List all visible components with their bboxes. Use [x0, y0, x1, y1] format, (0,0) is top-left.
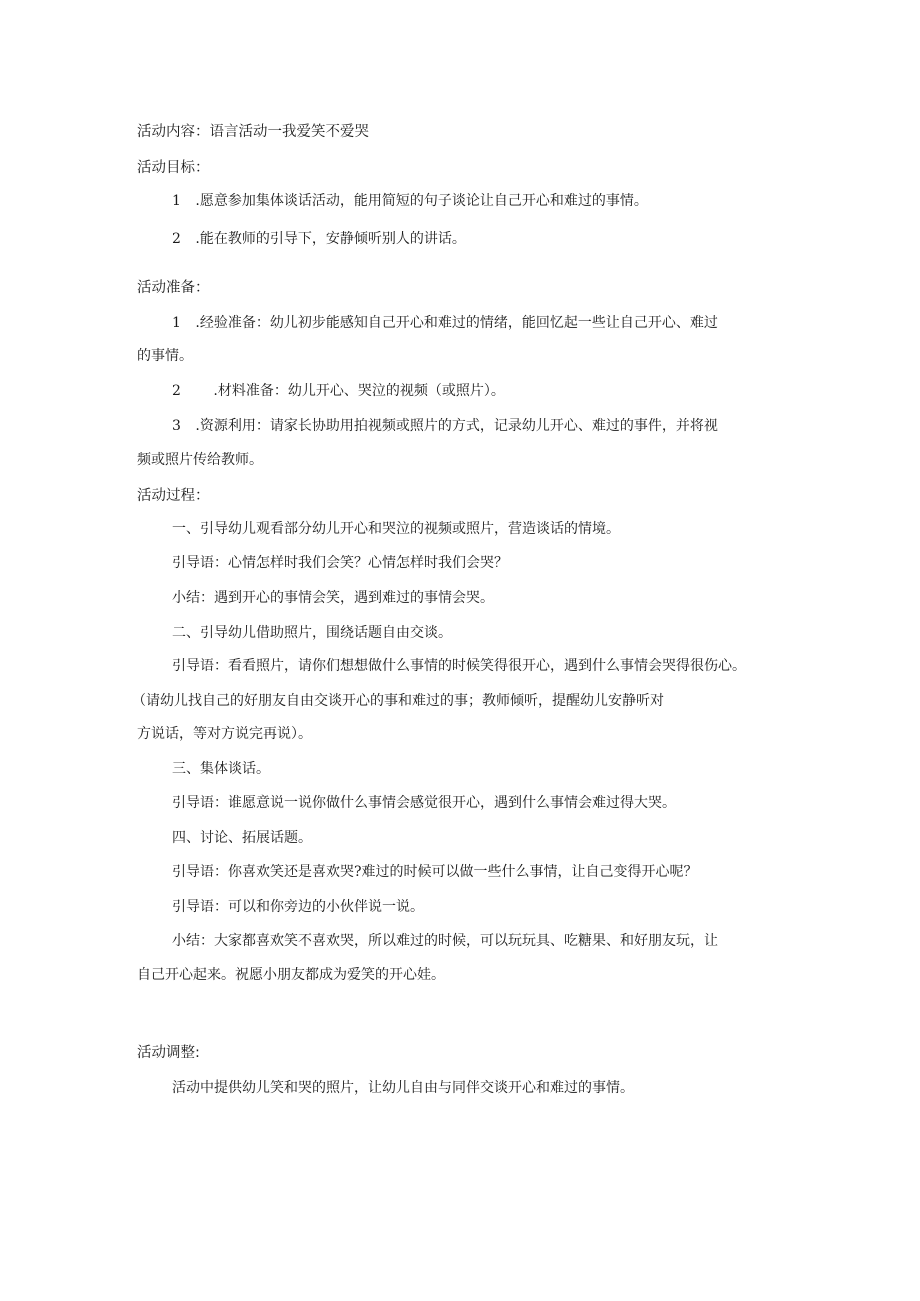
- process-line: 引导语：谁愿意说一说你做什么事情会感觉很开心，遇到什么事情会难过得大哭。: [172, 795, 676, 811]
- content-title: 活动内容：语言活动一我爱笑不爱哭: [137, 124, 369, 140]
- process-line: 小结：遇到开心的事情会笑，遇到难过的事情会哭。: [172, 590, 494, 606]
- prep-text: .资源利用：请家长协助用拍视频或照片的方式，记录幼儿开心、难过的事件，并将视: [195, 418, 718, 434]
- process-line: 引导语：看看照片，请你们想想做什么事情的时候笑得很开心，遇到什么事情会哭得很伤心。: [172, 658, 746, 674]
- goal-item-1: [172, 191, 648, 211]
- process-line: 自己开心起来。祝愿小朋友都成为爱笑的开心娃。: [137, 967, 445, 983]
- prep-item-3-cont: 频或照片传给教师。: [137, 452, 263, 468]
- prep-text: .材料准备：幼儿开心、哭泣的视频（或照片）。: [213, 383, 505, 399]
- prep-item-2: [172, 381, 505, 401]
- goal-number: 1: [172, 193, 181, 209]
- goals-heading: 活动目标：: [137, 160, 210, 176]
- goal-text: .能在教师的引导下，安静倾听别人的讲话。: [195, 231, 466, 247]
- goal-text: .愿意参加集体谈话活动，能用简短的句子谈论让自己开心和难过的事情。: [195, 193, 648, 209]
- process-line: 小结：大家都喜欢笑不喜欢哭，所以难过的时候，可以玩玩具、吃糖果、和好朋友玩，让: [172, 933, 718, 949]
- process-line: 三、集体谈话。: [172, 761, 270, 777]
- prep-item-1-cont: 的事情。: [137, 348, 193, 364]
- adjust-text: 活动中提供幼儿笑和哭的照片，让幼儿自由与同伴交谈开心和难过的事情。: [172, 1080, 634, 1096]
- process-line: 一、引导幼儿观看部分幼儿开心和哭泣的视频或照片，营造谈话的情境。: [172, 521, 620, 537]
- prep-number: 3: [172, 418, 181, 434]
- prep-heading: 活动准备：: [137, 280, 210, 296]
- prep-item-3: [172, 416, 718, 436]
- process-line: 引导语：你喜欢笑还是喜欢哭?难过的时候可以做一些什么事情，让自己变得开心呢？: [172, 864, 698, 880]
- process-line: （请幼儿找自己的好朋友自由交谈开心的事和难过的事；教师倾听，提醒幼儿安静听对: [132, 693, 664, 709]
- process-heading: 活动过程：: [137, 488, 210, 504]
- adjust-heading: 活动调整:: [137, 1045, 200, 1061]
- prep-number: 1: [172, 315, 181, 331]
- prep-text: .经验准备：幼儿初步能感知自己开心和难过的情绪，能回忆起一些让自己开心、难过: [195, 315, 718, 331]
- prep-item-1: [172, 313, 718, 333]
- process-line: 引导语：心情怎样时我们会笑？心情怎样时我们会哭？: [172, 555, 508, 571]
- prep-number: 2: [172, 383, 181, 399]
- process-line: 二、引导幼儿借助照片，围绕话题自由交谈。: [172, 625, 452, 641]
- process-line: 方说话，等对方说完再说）。: [137, 726, 312, 742]
- goal-number: 2: [172, 231, 181, 247]
- process-line: 四、讨论、拓展话题。: [172, 830, 312, 846]
- process-line: 引导语：可以和你旁边的小伙伴说一说。: [172, 899, 424, 915]
- goal-item-2: [172, 229, 466, 249]
